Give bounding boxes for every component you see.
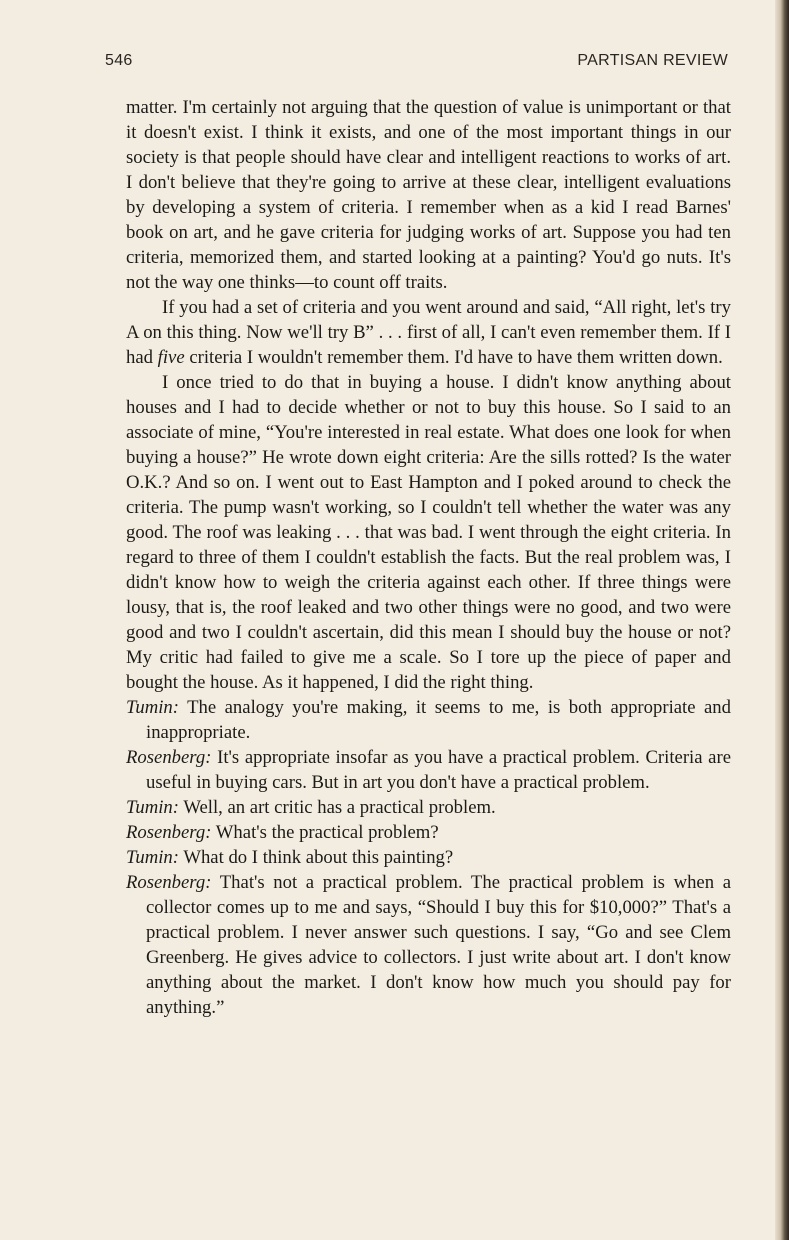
dialogue-text: It's appropriate insofar as you have a practical problem. Criteria are useful in buying cars. But in art you don't have a practical problem. xyxy=(146,747,731,793)
running-title: PARTISAN REVIEW xyxy=(577,52,728,69)
dialogue-text: The analogy you're making, it seems to me, is both appropriate and inappropriate. xyxy=(146,697,731,743)
dialogue-text: What's the practical problem? xyxy=(215,822,439,843)
dialogue-line xyxy=(126,695,731,745)
dialogue-line xyxy=(126,845,731,870)
speaker-name: Rosenberg: xyxy=(126,822,212,843)
dialogue-text: What do I think about this painting? xyxy=(183,847,454,868)
dialogue-text: That's not a practical problem. The practical problem is when a collector comes up to me and says, “Should I buy this for $10,000?” That's a practical problem. I never answer such questions. I say, “Go and see Clem Greenberg. He gives advice to collectors. I just write about art. I don't know anything about the market. I don't know how much you should pay for anything.” xyxy=(146,872,731,1018)
page-edge-shadow xyxy=(775,0,789,1240)
emphasis-text: five xyxy=(157,347,185,368)
speaker-name: Rosenberg: xyxy=(126,872,212,893)
speaker-name: Tumin: xyxy=(126,847,179,868)
paragraph-text: If you had a set of criteria and you went around and said, “All right, let's try A on this thing. Now we'll try B” . . . first of all, I can't even remember them. If I had xyxy=(126,297,731,368)
dialogue-text: Well, an art critic has a practical problem. xyxy=(183,797,496,818)
dialogue-line xyxy=(126,745,731,795)
paragraph-continuation: matter. I'm certainly not arguing that the question of value is unimportant or that it doesn't exist. I think it exists, and one of the most important things in our society is that people should have clear and intelligent reactions to works of art. I don't believe that they're going to arrive at these clear, intelligent evaluations by developing a system of criteria. I remember when as a kid I read Barnes' book on art, and he gave criteria for judging works of art. Suppose you had ten criteria, memorized them, and started looking at a painting? You'd go nuts. It's not the way one thinks—to count off traits. xyxy=(126,97,731,293)
paragraph-text: criteria I wouldn't remember them. I'd have to have them written down. xyxy=(184,347,723,368)
paragraph-house: I once tried to do that in buying a house. I didn't know anything about houses and I had to decide whether or not to buy this house. So I said to an associate of mine, “You're interested in real estate. What does one look for when buying a house?” He wrote down eight criteria: Are the sills rotted? Is the water O.K.? And so on. I went out to East Hampton and I poked around to check the criteria. The pump wasn't working, so I couldn't tell whether the water was any good. The roof was leaking . . . that was bad. I went through the eight criteria. In regard to three of them I couldn't establish the facts. But the real problem was, I didn't know how to weigh the criteria against each other. If three things were lousy, that is, the roof leaked and two other things were no good, and two were good and two I couldn't ascertain, did this mean I should buy the house or not? My critic had failed to give me a scale. So I tore up the piece of paper and bought the house. As it happened, I did the right thing. xyxy=(126,372,731,693)
dialogue-line xyxy=(126,795,731,820)
paragraph-criteria xyxy=(126,295,731,370)
page-number: 546 xyxy=(105,52,133,69)
running-header xyxy=(105,52,728,76)
speaker-name: Tumin: xyxy=(126,797,179,818)
dialogue-line xyxy=(126,820,731,845)
dialogue-line xyxy=(126,870,731,1020)
speaker-name: Rosenberg: xyxy=(126,747,212,768)
page-body xyxy=(126,95,731,1020)
speaker-name: Tumin: xyxy=(126,697,179,718)
